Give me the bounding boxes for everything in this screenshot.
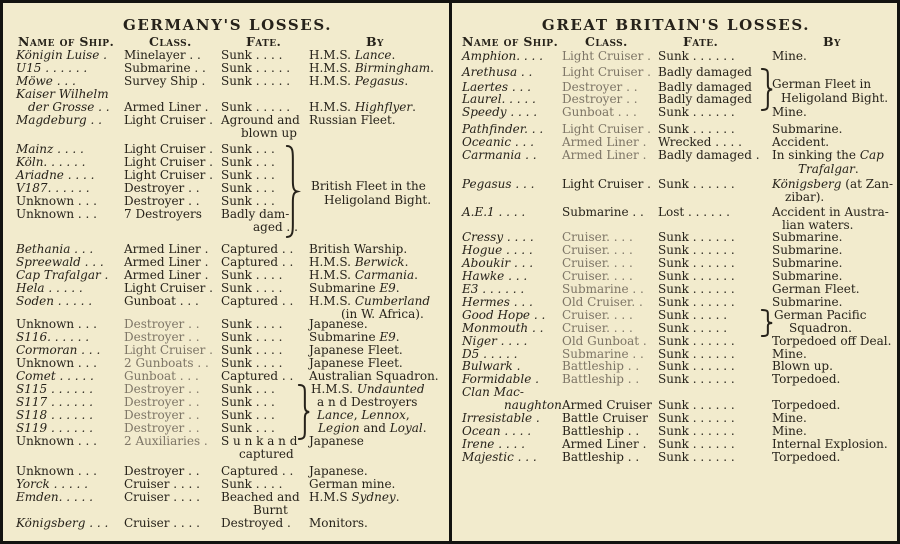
ship-fate-cell: Sunk . . . . . . — [658, 450, 735, 464]
ship-class-cell: Destroyer . . — [124, 317, 200, 331]
ship-name-cell: Yorck . . . . . — [16, 477, 88, 491]
ship-fate-cell: Sunk . . . — [221, 168, 275, 182]
brace-label: Heligoland Bight. — [324, 193, 432, 207]
ship-fate-cell: Sunk . . . . . — [658, 308, 728, 322]
ship-by-cell: Mine. — [772, 424, 807, 438]
ship-fate-cell: Sunk . . . . — [221, 317, 283, 331]
ship-class-cell: Armed Liner . — [124, 242, 209, 256]
ship-class-cell: Survey Ship . — [124, 74, 206, 88]
ship-fate-cell: Beached and — [221, 490, 300, 504]
ship-by-cell: Submarine. — [772, 269, 843, 283]
ship-by-cell: Submarine E9. — [309, 330, 400, 344]
ship-class-cell: Light Cruiser . — [124, 343, 213, 357]
ship-by-cell: Legion and Loyal. — [318, 421, 427, 435]
ship-by-cell: Australian Squadron. — [309, 369, 439, 383]
ship-fate-cell: Badly damaged — [658, 80, 752, 94]
ship-name-cell: S115 . . . . . . — [16, 382, 93, 396]
ship-name-cell: Soden . . . . . — [16, 294, 93, 308]
ship-name-cell: Amphion. . . . — [462, 49, 543, 63]
ship-name-cell: Bethania . . . — [16, 242, 94, 256]
ship-fate-cell: Sunk . . . . . . — [658, 256, 735, 270]
ship-fate-cell: Lost . . . . . . — [658, 205, 730, 219]
panel-germanys-losses — [6, 3, 449, 541]
ship-fate-cell: Sunk . . . — [221, 142, 275, 156]
ship-by-cell: Mine. — [772, 105, 807, 119]
ship-name-cell: der Grosse . . — [28, 100, 110, 114]
ship-by-cell: H.M.S. Undaunted — [311, 382, 425, 396]
ship-class-cell: Minelayer . . — [124, 48, 201, 62]
ship-name-cell: Carmania . . — [462, 148, 537, 162]
ship-fate-cell: Sunk . . . — [221, 194, 275, 208]
ship-class-cell: Destroyer . . — [124, 330, 200, 344]
ship-fate-cell: Badly damaged — [658, 65, 752, 79]
ship-class-cell: Cruiser . . . . — [124, 516, 200, 530]
ship-class-cell: Destroyer . . — [124, 395, 200, 409]
table-row — [452, 191, 900, 204]
ship-by-cell: H.M.S. Highflyer. — [309, 100, 416, 114]
ship-name-cell: Hela . . . . . — [16, 281, 83, 295]
ship-by-cell: Submarine. — [772, 256, 843, 270]
ship-by-cell: Königsberg (at Zan- — [772, 177, 894, 191]
ship-class-cell: Light Cruiser . — [562, 65, 651, 79]
ship-fate-cell: Badly damaged — [658, 92, 752, 106]
ship-class-cell: Destroyer . . — [124, 181, 200, 195]
ship-fate-cell: Sunk . . . — [221, 395, 275, 409]
ship-class-cell: Destroyer . . — [124, 382, 200, 396]
column-header: Fate. — [683, 34, 719, 49]
ship-by-cell: Mine. — [772, 49, 807, 63]
ship-class-cell: Destroyer . . — [562, 92, 638, 106]
ship-by-cell: a n d Destroyers — [317, 395, 418, 409]
table-row — [6, 221, 449, 234]
ship-fate-cell: Sunk . . . — [221, 155, 275, 169]
ship-by-cell: (in W. Africa). — [341, 307, 424, 321]
ship-name-cell: Spreewald . . . — [16, 255, 104, 269]
ship-fate-cell: Sunk . . . . . . — [658, 334, 735, 348]
ship-name-cell: Cap Trafalgar . — [16, 268, 109, 282]
ship-fate-cell: Sunk . . . — [221, 181, 275, 195]
ship-name-cell: Unknown . . . — [16, 207, 97, 221]
table-row — [452, 451, 900, 464]
ship-fate-cell: Sunk . . . . . — [221, 100, 291, 114]
ship-class-cell: Gunboat . . . — [562, 105, 637, 119]
brace — [286, 146, 298, 237]
ship-by-cell: Japanese. — [309, 464, 368, 478]
ship-name-cell: Bulwark . — [462, 359, 521, 373]
ship-class-cell: Light Cruiser . — [124, 155, 213, 169]
ship-by-cell: Internal Explosion. — [772, 437, 888, 451]
ship-name-cell: Cormoran . . . — [16, 343, 101, 357]
ship-name-cell: Laertes . . . — [462, 80, 531, 94]
ship-name-cell: E3 . . . . . . — [462, 282, 525, 296]
ship-by-cell: Monitors. — [309, 516, 368, 530]
ship-fate-cell: Sunk . . . . . . — [658, 177, 735, 191]
ship-name-cell: Clan Mac- — [462, 385, 524, 399]
ship-class-cell: Cruiser. . . . — [562, 243, 633, 257]
ship-name-cell: Unknown . . . — [16, 317, 97, 331]
ship-name-cell: Möwe . . . — [16, 74, 76, 88]
ship-fate-cell: Sunk . . . . . . — [658, 437, 735, 451]
ship-fate-cell: Sunk . . . . . . — [658, 49, 735, 63]
ship-fate-cell: Sunk . . . . — [221, 477, 283, 491]
ship-fate-cell: Sunk . . . . . . — [658, 424, 735, 438]
ship-by-cell: Mine. — [772, 411, 807, 425]
ship-name-cell: A.E.1 . . . . — [462, 205, 526, 219]
ship-fate-cell: Sunk . . . . — [221, 48, 283, 62]
ship-name-cell: S116. . . . . . — [16, 330, 90, 344]
ship-fate-cell: Sunk . . . . . . — [658, 359, 735, 373]
table-row — [6, 114, 449, 127]
ship-name-cell: naughton — [504, 398, 562, 412]
ship-class-cell: Armed Liner . — [124, 268, 209, 282]
ship-fate-cell: Wrecked . . . . — [658, 135, 742, 149]
ship-by-cell: Japanese — [309, 434, 364, 448]
ship-class-cell: Cruiser. . . . — [562, 308, 633, 322]
ship-name-cell: S117 . . . . . . — [16, 395, 93, 409]
ship-class-cell: Destroyer . . — [562, 80, 638, 94]
ship-name-cell: S118 . . . . . . — [16, 408, 93, 422]
ship-name-cell: Majestic . . . — [462, 450, 537, 464]
table-row — [6, 448, 449, 461]
ship-fate-cell: Sunk . . . . . — [221, 61, 291, 75]
ship-class-cell: Light Cruiser . — [562, 122, 651, 136]
ship-class-cell: Submarine . . — [562, 205, 644, 219]
ship-by-cell: Lance, Lennox, — [317, 408, 410, 422]
ship-by-cell: Torpedoed. — [772, 450, 841, 464]
ship-by-cell: H.M.S. Cumberland — [309, 294, 431, 308]
table-row — [6, 208, 449, 221]
ship-fate-cell: Sunk . . . . — [221, 268, 283, 282]
ship-fate-cell: Sunk . . . . . . — [658, 411, 735, 425]
ship-name-cell: Aboukir . . . — [462, 256, 534, 270]
ship-name-cell: Ocean . . . . — [462, 424, 532, 438]
ship-name-cell: Irene . . . . — [462, 437, 525, 451]
ship-fate-cell: Sunk . . . — [221, 382, 275, 396]
ship-class-cell: 7 Destroyers — [124, 207, 202, 221]
ship-by-cell: H.M.S. Berwick. — [309, 255, 409, 269]
ship-class-cell: Armed Liner . — [124, 100, 209, 114]
ship-name-cell: Kaiser Wilhelm — [16, 87, 109, 101]
ship-by-cell: Submarine. — [772, 295, 843, 309]
ship-class-cell: Cruiser. . . . — [562, 321, 633, 335]
ship-name-cell: Ariadne . . . . — [16, 168, 95, 182]
ship-by-cell: British Warship. — [309, 242, 408, 256]
ship-class-cell: Battleship . . — [562, 424, 640, 438]
ship-name-cell: Magdeburg . . — [16, 113, 102, 127]
ship-by-cell: H.M.S. Pegasus. — [309, 74, 409, 88]
ship-fate-cell: Sunk . . . . — [221, 356, 283, 370]
ship-name-cell: Unknown . . . — [16, 464, 97, 478]
ship-fate-cell: Burnt — [253, 503, 288, 517]
panel-title: GREAT BRITAIN'S LOSSES. — [541, 16, 811, 34]
ship-by-cell: H.M.S. Carmania. — [309, 268, 418, 282]
ship-fate-cell: Sunk . . . . . . — [658, 105, 735, 119]
ship-by-cell: zibar). — [785, 190, 825, 204]
ship-fate-cell: Sunk . . . . . — [658, 321, 728, 335]
ship-name-cell: Hogue . . . . — [462, 243, 533, 257]
ship-name-cell: Speedy . . . . — [462, 105, 538, 119]
ship-fate-cell: Sunk . . . . . . — [658, 347, 735, 361]
ship-fate-cell: captured — [239, 447, 294, 461]
ship-name-cell: Köln. . . . . . — [16, 155, 86, 169]
ship-fate-cell: blown up — [241, 126, 297, 140]
ship-fate-cell: Aground and — [221, 113, 300, 127]
ship-fate-cell: Captured . . — [221, 294, 294, 308]
ship-name-cell: Unknown . . . — [16, 356, 97, 370]
ship-class-cell: Cruiser . . . . — [124, 490, 200, 504]
ship-fate-cell: Sunk . . . . . . — [658, 269, 735, 283]
ship-name-cell: Good Hope . . — [462, 308, 546, 322]
ship-name-cell: Unknown . . . — [16, 194, 97, 208]
ship-class-cell: Cruiser. . . . — [562, 256, 633, 270]
ship-class-cell: Gunboat . . . — [124, 369, 199, 383]
ship-by-cell: H.M.S. Lance. — [309, 48, 396, 62]
ship-class-cell: Battle Cruiser — [562, 411, 648, 425]
ship-name-cell: Formidable . — [462, 372, 539, 386]
ship-name-cell: Laurel. . . . . — [462, 92, 536, 106]
ship-by-cell: Japanese Fleet. — [309, 343, 403, 357]
column-header: Class. — [585, 34, 628, 49]
ship-by-cell: Russian Fleet. — [309, 113, 396, 127]
ship-fate-cell: Captured . . — [221, 369, 294, 383]
ship-class-cell: Light Cruiser . — [124, 142, 213, 156]
brace-label: German Fleet in — [772, 77, 872, 91]
brace-label: Heligoland Bight. — [781, 91, 889, 105]
ship-class-cell: 2 Gunboats . . — [124, 356, 209, 370]
ship-name-cell: D5 . . . . . — [462, 347, 518, 361]
table-row — [6, 435, 449, 448]
ship-class-cell: Destroyer . . — [124, 194, 200, 208]
ship-by-cell: Japanese. — [309, 317, 368, 331]
panel-great-britains-losses — [452, 3, 900, 541]
ship-by-cell: Submarine. — [772, 230, 843, 244]
ship-by-cell: Japanese Fleet. — [309, 356, 403, 370]
panel-title: GERMANY'S LOSSES. — [122, 16, 333, 34]
ship-fate-cell: Sunk . . . . — [221, 343, 283, 357]
ship-class-cell: Cruiser. . . . — [562, 230, 633, 244]
ship-fate-cell: Captured . . — [221, 242, 294, 256]
ship-by-cell: Torpedoed off Deal. — [772, 334, 892, 348]
ship-by-cell: Submarine. — [772, 243, 843, 257]
ship-by-cell: German Pacific — [774, 308, 867, 322]
column-header: Class. — [149, 34, 192, 49]
ship-class-cell: Cruiser . . . . — [124, 477, 200, 491]
ship-class-cell: Old Gunboat . — [562, 334, 647, 348]
ship-fate-cell: Sunk . . . — [221, 421, 275, 435]
ship-class-cell: Light Cruiser . — [562, 177, 651, 191]
ship-name-cell: V187. . . . . . — [16, 181, 90, 195]
ship-class-cell: Armed Liner . — [562, 135, 647, 149]
ship-by-cell: Accident in Austra- — [772, 205, 889, 219]
ship-fate-cell: Sunk . . . . — [221, 330, 283, 344]
ship-name-cell: Monmouth . . — [462, 321, 544, 335]
table-row — [452, 163, 900, 176]
ship-by-cell: In sinking the Cap — [772, 148, 884, 162]
ship-class-cell: Old Cruiser. . — [562, 295, 643, 309]
ship-name-cell: Königsberg . . . — [16, 516, 109, 530]
brace — [298, 385, 310, 439]
ship-fate-cell: Sunk . . . . . . — [658, 282, 735, 296]
ship-name-cell: Arethusa . . — [462, 65, 533, 79]
ship-class-cell: Light Cruiser . — [124, 281, 213, 295]
table-row — [452, 178, 900, 191]
brace — [761, 310, 773, 336]
ship-name-cell: Unknown . . . — [16, 434, 97, 448]
ship-fate-cell: aged . . — [253, 220, 298, 234]
ship-class-cell: Armed Cruiser — [562, 398, 652, 412]
ship-fate-cell: Sunk . . . . . . — [658, 122, 735, 136]
ship-by-cell: Mine. — [772, 347, 807, 361]
ship-class-cell: Battleship . . — [562, 372, 640, 386]
ship-class-cell: Submarine . . — [562, 347, 644, 361]
table-row — [6, 127, 449, 140]
ship-name-cell: Oceanic . . . — [462, 135, 534, 149]
ship-by-cell: German mine. — [309, 477, 396, 491]
ship-by-cell: Submarine E9. — [309, 281, 400, 295]
ship-class-cell: Cruiser. . . . — [562, 269, 633, 283]
ship-by-cell: H.M.S Sydney. — [309, 490, 400, 504]
ship-by-cell: Accident. — [772, 135, 830, 149]
ship-class-cell: Submarine . . — [562, 282, 644, 296]
ship-fate-cell: Captured . . — [221, 464, 294, 478]
column-header: Name of Ship. — [462, 34, 559, 49]
ship-class-cell: Gunboat . . . — [124, 294, 199, 308]
ship-fate-cell: Sunk . . . . . . — [658, 372, 735, 386]
ship-name-cell: Mainz . . . . — [16, 142, 84, 156]
column-header: Fate. — [246, 34, 282, 49]
ship-name-cell: Niger . . . . — [462, 334, 528, 348]
ship-class-cell: Light Cruiser . — [124, 168, 213, 182]
ship-class-cell: Armed Liner . — [562, 148, 647, 162]
ship-fate-cell: Sunk . . . . . — [221, 74, 291, 88]
ship-class-cell: Submarine . . — [124, 61, 206, 75]
ship-by-cell: H.M.S. Birmingham. — [309, 61, 434, 75]
ship-name-cell: U15 . . . . . . — [16, 61, 88, 75]
ship-class-cell: Destroyer . . — [124, 408, 200, 422]
ship-class-cell: 2 Auxiliaries . — [124, 434, 208, 448]
table-row — [6, 517, 449, 530]
ship-by-cell: lian waters. — [782, 218, 854, 232]
ship-name-cell: Hermes . . . — [462, 295, 533, 309]
ship-name-cell: S119 . . . . . . — [16, 421, 93, 435]
ship-class-cell: Light Cruiser . — [124, 113, 213, 127]
ship-fate-cell: Sunk . . . . . . — [658, 230, 735, 244]
ship-by-cell: Torpedoed. — [772, 372, 841, 386]
ship-by-cell: Blown up. — [772, 359, 833, 373]
table-row — [6, 491, 449, 504]
ship-fate-cell: S u n k a n d — [221, 434, 298, 448]
ship-class-cell: Destroyer . . — [124, 464, 200, 478]
ship-class-cell: Battleship . . — [562, 450, 640, 464]
ship-name-cell: Irresistable . — [462, 411, 540, 425]
ship-name-cell: Pathfinder. . . — [462, 122, 544, 136]
ship-fate-cell: Sunk . . . . . . — [658, 398, 735, 412]
column-header: By — [366, 34, 384, 49]
ship-name-cell: Pegasus . . . — [462, 177, 535, 191]
ship-by-cell: German Fleet. — [772, 282, 860, 296]
ship-name-cell: Emden. . . . . — [16, 490, 93, 504]
ship-by-cell: Trafalgar. — [798, 162, 859, 176]
table-row — [452, 149, 900, 162]
ship-class-cell: Destroyer . . — [124, 421, 200, 435]
ship-name-cell: Comet . . . . . — [16, 369, 94, 383]
ship-class-cell: Light Cruiser . — [562, 49, 651, 63]
ship-by-cell: Squadron. — [789, 321, 852, 335]
ship-fate-cell: Badly dam- — [221, 207, 290, 221]
ship-fate-cell: Sunk . . . . . . — [658, 243, 735, 257]
ship-fate-cell: Sunk . . . — [221, 408, 275, 422]
ship-fate-cell: Badly damaged . — [658, 148, 760, 162]
column-header: Name of Ship. — [18, 34, 115, 49]
table-row — [452, 50, 900, 63]
ship-fate-cell: Sunk . . . . — [221, 281, 283, 295]
ship-class-cell: Armed Liner . — [124, 255, 209, 269]
ship-name-cell: Hawke . . . — [462, 269, 528, 283]
brace-label: British Fleet in the — [311, 179, 426, 193]
ship-by-cell: Submarine. — [772, 122, 843, 136]
ship-fate-cell: Destroyed . — [221, 516, 291, 530]
ship-class-cell: Armed Liner . — [562, 437, 647, 451]
column-header: By — [823, 34, 841, 49]
ship-fate-cell: Sunk . . . . . . — [658, 295, 735, 309]
table-row — [452, 106, 900, 119]
ship-by-cell: Torpedoed. — [772, 398, 841, 412]
ship-name-cell: Cressy . . . . — [462, 230, 534, 244]
ship-fate-cell: Captured . . — [221, 255, 294, 269]
ship-class-cell: Battleship . . — [562, 359, 640, 373]
ship-name-cell: Königin Luise . — [16, 48, 107, 62]
